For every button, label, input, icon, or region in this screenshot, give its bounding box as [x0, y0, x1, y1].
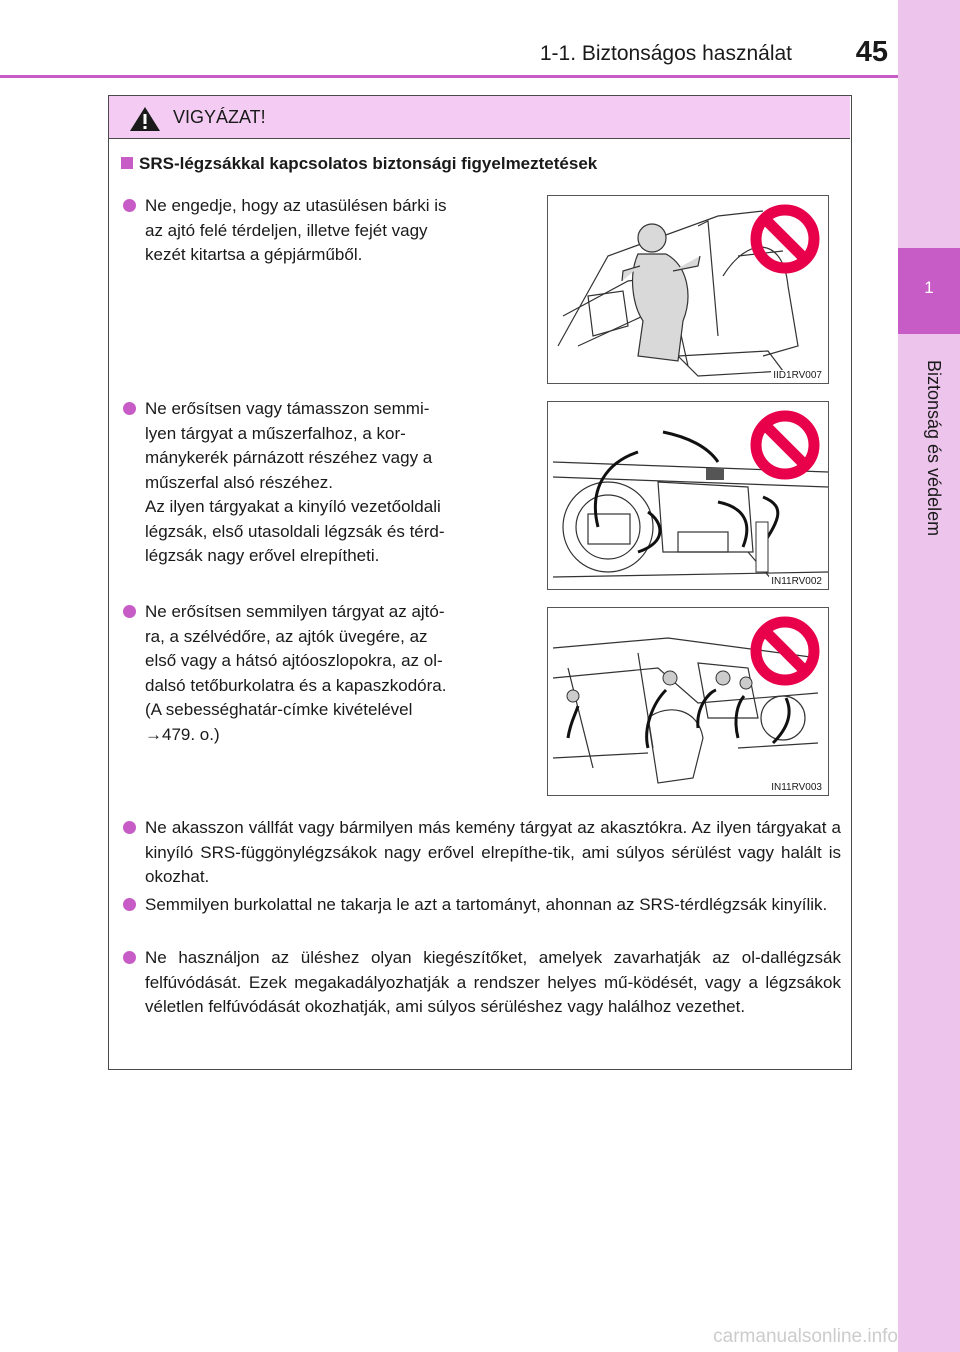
- list-item: [123, 946, 841, 1020]
- figure-dashboard-objects: [547, 401, 829, 590]
- prohibition-icon: [750, 410, 820, 480]
- figure-interior-hangers: [547, 607, 829, 796]
- list-item: [123, 893, 841, 918]
- watermark: carmanualsonline.info: [713, 1326, 898, 1347]
- item-text: Ne akasszon vállfát vagy bármilyen más kemény tárgyat az akasztókra. Az ilyen tárgyakat a kinyíló SRS-függönylégzsákok nagy erővel elrepíthe-tik, ami súlyos sérülést vagy halált is okozhat.: [145, 818, 841, 886]
- caution-box: [108, 95, 852, 1070]
- list-item: [123, 816, 841, 890]
- caution-title: VIGYÁZAT!: [173, 107, 266, 127]
- item-text: Ne erősítsen semmilyen tárgyat az ajtó- ra, a szélvédőre, az ajtók üvegére, az első vagy a hátsó ajtóoszlopokra, az ol- dalsó tetőburkolatra és a kapaszkodóra. (A sebességhatár-címke kivételével →479. o.): [145, 602, 447, 744]
- chapter-title: Biztonság és védelem: [924, 360, 944, 537]
- warning-triangle-icon: [129, 106, 161, 132]
- list-item: [123, 600, 523, 747]
- section-title: 1-1. Biztonságos használat: [539, 42, 792, 65]
- bullet-dot-icon: [123, 951, 136, 964]
- item-text: Semmilyen burkolattal ne takarja le azt a tartományt, ahonnan az SRS-térdlégzsák kinyílik.: [145, 895, 828, 914]
- figure-code: IN11RV002: [771, 576, 822, 587]
- item-text: Ne erősítsen vagy támasszon semmi- lyen tárgyat a műszerfalhoz, a kor- mánykerék párnázott részéhez vagy a műszerfal alsó részéhez. Az ilyen tárgyakat a kinyíló vezetőoldali légzsák, első utasoldali légzsák és térd- légzsák nagy erővel elrepítheti.: [145, 399, 445, 565]
- section-heading: [121, 154, 597, 174]
- bullet-dot-icon: [123, 821, 136, 834]
- prohibition-icon: [750, 204, 820, 274]
- bullet-dot-icon: [123, 898, 136, 911]
- figure-code: IID1RV007: [773, 370, 822, 381]
- item-text: Ne engedje, hogy az utasülésen bárki is az ajtó felé térdeljen, illetve fejét vagy kezét kitartsa a gépjárműből.: [145, 196, 447, 264]
- prohibition-icon: [750, 616, 820, 686]
- square-bullet-icon: [121, 157, 133, 169]
- page-number: 45: [855, 36, 888, 68]
- caution-header: [109, 96, 850, 139]
- figure-passenger-leaning: [547, 195, 829, 384]
- header-rule: [0, 75, 898, 78]
- list-item: [123, 194, 523, 268]
- figure-code: IN11RV003: [771, 782, 822, 793]
- chapter-tab: [898, 0, 960, 1352]
- list-item: [123, 397, 523, 569]
- bullet-dot-icon: [123, 199, 136, 212]
- bullet-dot-icon: [123, 605, 136, 618]
- bullet-dot-icon: [123, 402, 136, 415]
- section-heading-text: SRS-légzsákkal kapcsolatos biztonsági figyelmeztetések: [139, 154, 598, 173]
- item-text: Ne használjon az üléshez olyan kiegészítőket, amelyek zavarhatják az ol-dallégzsák felfúvódását. Ezek megakadályozhatják a rendszer helyes mű-ködését, vagy a légzsákok véletlen felfúvódását okozhatják, ami súlyos sérüléshez vagy halálhoz vezethet.: [145, 948, 841, 1016]
- chapter-number: 1: [924, 278, 934, 297]
